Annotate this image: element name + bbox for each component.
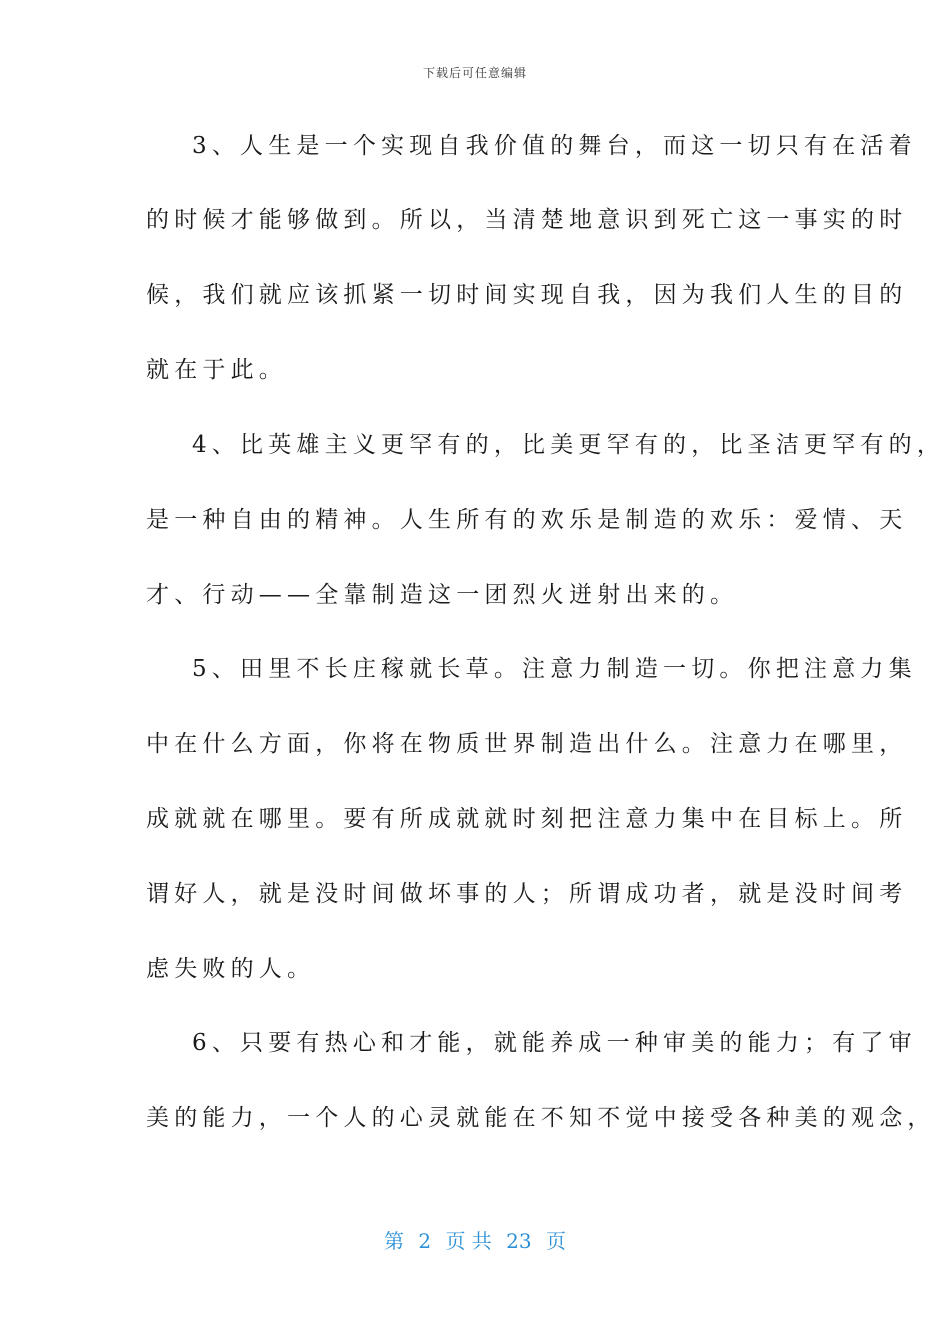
page-prefix: 第 [384, 1229, 404, 1253]
paragraph-line: 就在于此。 [146, 357, 287, 383]
download-note: 下载后可任意编辑 [422, 66, 527, 80]
paragraph-line: 5、田里不长庄稼就长草。注意力制造一切。你把注意力集 [192, 656, 917, 682]
paragraph-line: 6、只要有热心和才能，就能养成一种审美的能力；有了审 [192, 1030, 917, 1056]
paragraph-line: 才、行动——全靠制造这一团烈火迸射出来的。 [146, 582, 739, 608]
paragraph-line: 4、比英雄主义更罕有的，比美更罕有的，比圣洁更罕有的， [192, 432, 946, 458]
paragraph-line: 的时候才能够做到。所以，当清楚地意识到死亡这一事实的时 [146, 207, 908, 233]
paragraph-line: 谓好人，就是没时间做坏事的人；所谓成功者，就是没时间考 [146, 881, 908, 907]
paragraph-line: 是一种自由的精神。人生所有的欢乐是制造的欢乐：爱情、天 [146, 507, 908, 533]
page-number [0, 1225, 950, 1254]
page-middle: 页 共 [445, 1229, 492, 1253]
paragraph-line: 候，我们就应该抓紧一切时间实现自我，因为我们人生的目的 [146, 282, 908, 308]
paragraph-line: 美的能力，一个人的心灵就能在不知不觉中接受各种美的观念， [146, 1105, 936, 1131]
paragraph-line: 虑失败的人。 [146, 956, 316, 982]
current-page: 2 [418, 1229, 432, 1253]
total-pages: 23 [506, 1229, 532, 1253]
paragraph-line: 成就就在哪里。要有所成就就时刻把注意力集中在目标上。所 [146, 806, 908, 832]
page-suffix: 页 [545, 1229, 566, 1253]
paragraph-line: 3、人生是一个实现自我价值的舞台，而这一切只有在活着 [192, 133, 917, 159]
paragraph-line: 中在什么方面，你将在物质世界制造出什么。注意力在哪里， [146, 731, 908, 757]
